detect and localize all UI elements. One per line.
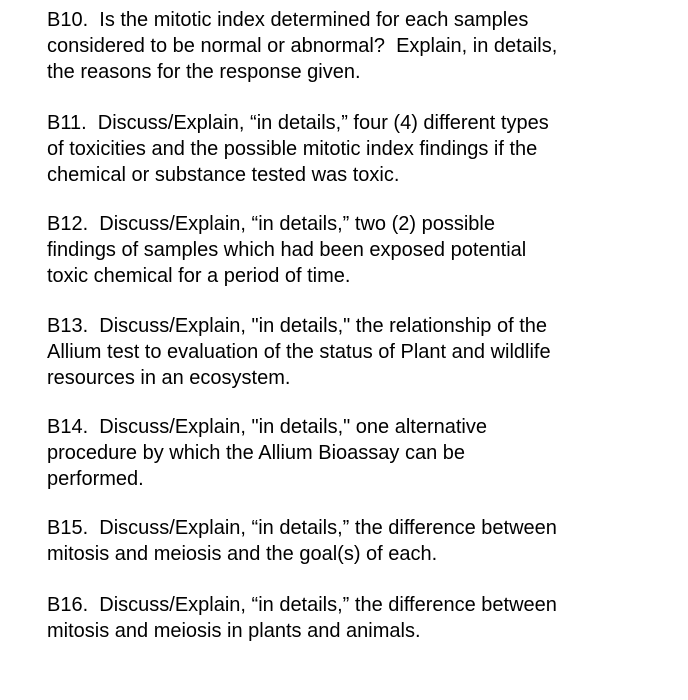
- question-b10-line-2: considered to be normal or abnormal? Explain, in details,: [47, 34, 558, 57]
- question-b12-line-3: toxic chemical for a period of time.: [47, 264, 351, 287]
- question-b13-line-2: Allium test to evaluation of the status of Plant and wildlife: [47, 340, 551, 363]
- question-b15: [47, 516, 667, 568]
- question-b10-line-3: the reasons for the response given.: [47, 60, 361, 83]
- question-b15-line-1: B15. Discuss/Explain, “in details,” the difference between: [47, 517, 557, 539]
- question-b14-line-2: procedure by which the Allium Bioassay can be: [47, 441, 466, 464]
- question-b11: [47, 111, 667, 188]
- question-b16-line-2: mitosis and meiosis in plants and animals.: [47, 619, 421, 642]
- question-b13-line-1: B13. Discuss/Explain, "in details," the relationship of the: [47, 315, 548, 337]
- question-b11-line-2: of toxicities and the possible mitotic index findings if the: [47, 137, 538, 160]
- question-b12-line-1: B12. Discuss/Explain, “in details,” two (2) possible: [47, 213, 495, 235]
- question-b10-line-1: B10. Is the mitotic index determined for each samples: [47, 9, 529, 31]
- question-b13: [47, 314, 667, 391]
- question-b11-line-3: chemical or substance tested was toxic.: [47, 163, 400, 186]
- question-b10: [47, 8, 667, 85]
- question-b16: [47, 593, 667, 645]
- question-b14-line-3: performed.: [47, 467, 144, 490]
- question-b14: [47, 415, 667, 492]
- question-b15-line-2: mitosis and meiosis and the goal(s) of each.: [47, 542, 438, 565]
- question-b12: [47, 212, 667, 289]
- question-b14-line-1: B14. Discuss/Explain, "in details," one alternative: [47, 416, 487, 438]
- question-b11-line-1: B11. Discuss/Explain, “in details,” four (4) different types: [47, 112, 549, 134]
- question-b16-line-1: B16. Discuss/Explain, “in details,” the difference between: [47, 594, 557, 616]
- question-b13-line-3: resources in an ecosystem.: [47, 366, 291, 389]
- question-b12-line-2: findings of samples which had been exposed potential: [47, 238, 527, 261]
